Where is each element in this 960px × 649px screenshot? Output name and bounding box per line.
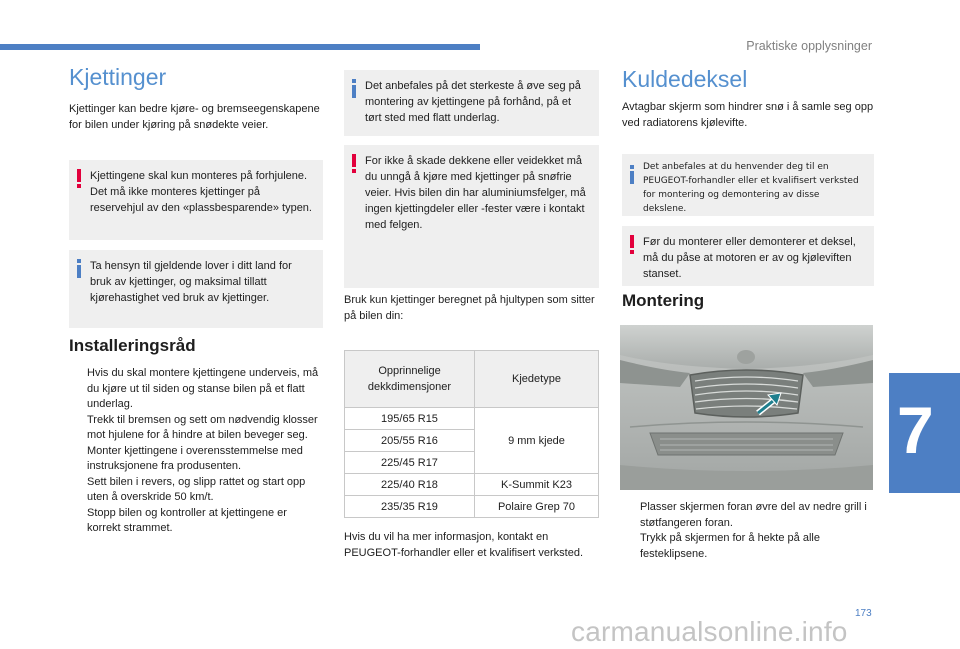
table-row [345, 474, 599, 496]
warning-box-engine [622, 226, 874, 286]
header-bar [0, 44, 480, 50]
table-cell: K-Summit K23 [475, 474, 599, 496]
warning-icon [630, 235, 634, 253]
page-number: 173 [855, 608, 872, 619]
warning-icon [77, 169, 81, 187]
table-cell: 205/55 R16 [345, 430, 475, 452]
car-grille-illustration [620, 325, 873, 490]
list-item: Plasser skjermen foran øvre del av nedre grill i støtfangeren foran. [640, 501, 867, 529]
warning-icon [352, 154, 356, 172]
chapter-number: 7 [897, 393, 934, 467]
table-cell: Polaire Grep 70 [475, 496, 599, 518]
info-text: Det anbefales på det sterkeste å øve seg på montering av kjettingene på forhånd, på et tørt sted med flatt underlag. [365, 80, 581, 124]
contact-dealer-text: Hvis du vil ha mer informasjon, kontakt en PEUGEOT-forhandler eller et kvalifisert verksted. [344, 531, 584, 559]
list-item: Monter kjettingene i overensstemmelse med instruksjonene fra produsenten. [87, 444, 303, 472]
info-text: Ta hensyn til gjeldende lover i ditt land for bruk av kjettinger, og maksimal tillatt kjørehastighet ved bruk av kjettinger. [90, 260, 292, 304]
table-cell: 235/35 R19 [345, 496, 475, 518]
table-intro: Bruk kun kjettinger beregnet på hjultypen som sitter på bilen din: [344, 294, 595, 322]
table-cell: 195/65 R15 [345, 408, 475, 430]
table-cell: 225/40 R18 [345, 474, 475, 496]
warning-box-tyres [344, 145, 599, 288]
column-header-chain: Kjedetype [475, 351, 599, 408]
watermark: carmanualsonline.info [571, 616, 848, 647]
kuldedeksel-intro: Avtagbar skjerm som hindrer snø i å samle seg opp ved radiatorens kjølevifte. [622, 101, 874, 129]
chapter-tab [889, 373, 960, 493]
table-cell: 225/45 R17 [345, 452, 475, 474]
car-front-icon [620, 325, 873, 490]
info-icon [352, 79, 356, 98]
list-item: Trekk til bremsen og sett om nødvendig klosser mot hjulene for å hindre at bilen beveger seg. [87, 413, 318, 441]
table-row [345, 408, 599, 430]
info-box-laws [69, 250, 323, 328]
warning-text: For ikke å skade dekkene eller veidekket må du unngå å kjøre med kjettinger på snøfrie veier. Hvis bilen din har aluminiumsfelger, må ingen kjettingdeler eller -fester være i kontakt med felgen. [365, 155, 586, 231]
kuldedeksel-title: Kuldedeksel [622, 66, 748, 92]
installeringsrad-title: Installeringsråd [69, 336, 196, 355]
list-item: Trykk på skjermen for å hekte på alle festeklipsene. [640, 532, 820, 560]
montering-title: Montering [622, 291, 705, 310]
list-item: Sett bilen i revers, og slipp rattet og start opp uten å overskride 50 km/t. [87, 475, 306, 503]
warning-text: Før du monterer eller demonterer et deksel, må du påse at motoren er av og kjøleviften stanset. [643, 236, 856, 280]
section-label: Praktiske opplysninger [746, 39, 872, 53]
info-icon [630, 165, 634, 184]
kjettinger-title: Kjettinger [69, 64, 167, 90]
list-item: Hvis du skal montere kjettingene underveis, må du kjøre ut til siden og stanse bilen på et flatt underlag. [87, 367, 319, 410]
info-icon [77, 259, 81, 278]
table-header-row [345, 351, 599, 408]
montering-list [622, 500, 874, 562]
warning-box-front-wheels [69, 160, 323, 240]
info-box-practice [344, 70, 599, 136]
kjettinger-intro: Kjettinger kan bedre kjøre- og bremseegenskapene for bilen under kjøring på snødekte veier. [69, 103, 320, 131]
list-item: Stopp bilen og kontroller at kjettingene er korrekt strammet. [87, 506, 287, 534]
table-cell: 9 mm kjede [475, 408, 599, 474]
table-row [345, 496, 599, 518]
info-text: Det anbefales at du henvender deg til en PEUGEOT-forhandler eller et kvalifisert verksted for montering og demontering av disse dekslene. [643, 162, 859, 214]
warning-text: Kjettingene skal kun monteres på forhjulene. Det må ikke monteres kjettinger på reservehjul av den «plassbesparende» typen. [90, 170, 312, 214]
installation-list [69, 366, 323, 537]
column-header-size: Opprinnelige dekkdimensjoner [345, 351, 475, 408]
chain-table [344, 350, 599, 518]
info-box-dealer [622, 154, 874, 216]
